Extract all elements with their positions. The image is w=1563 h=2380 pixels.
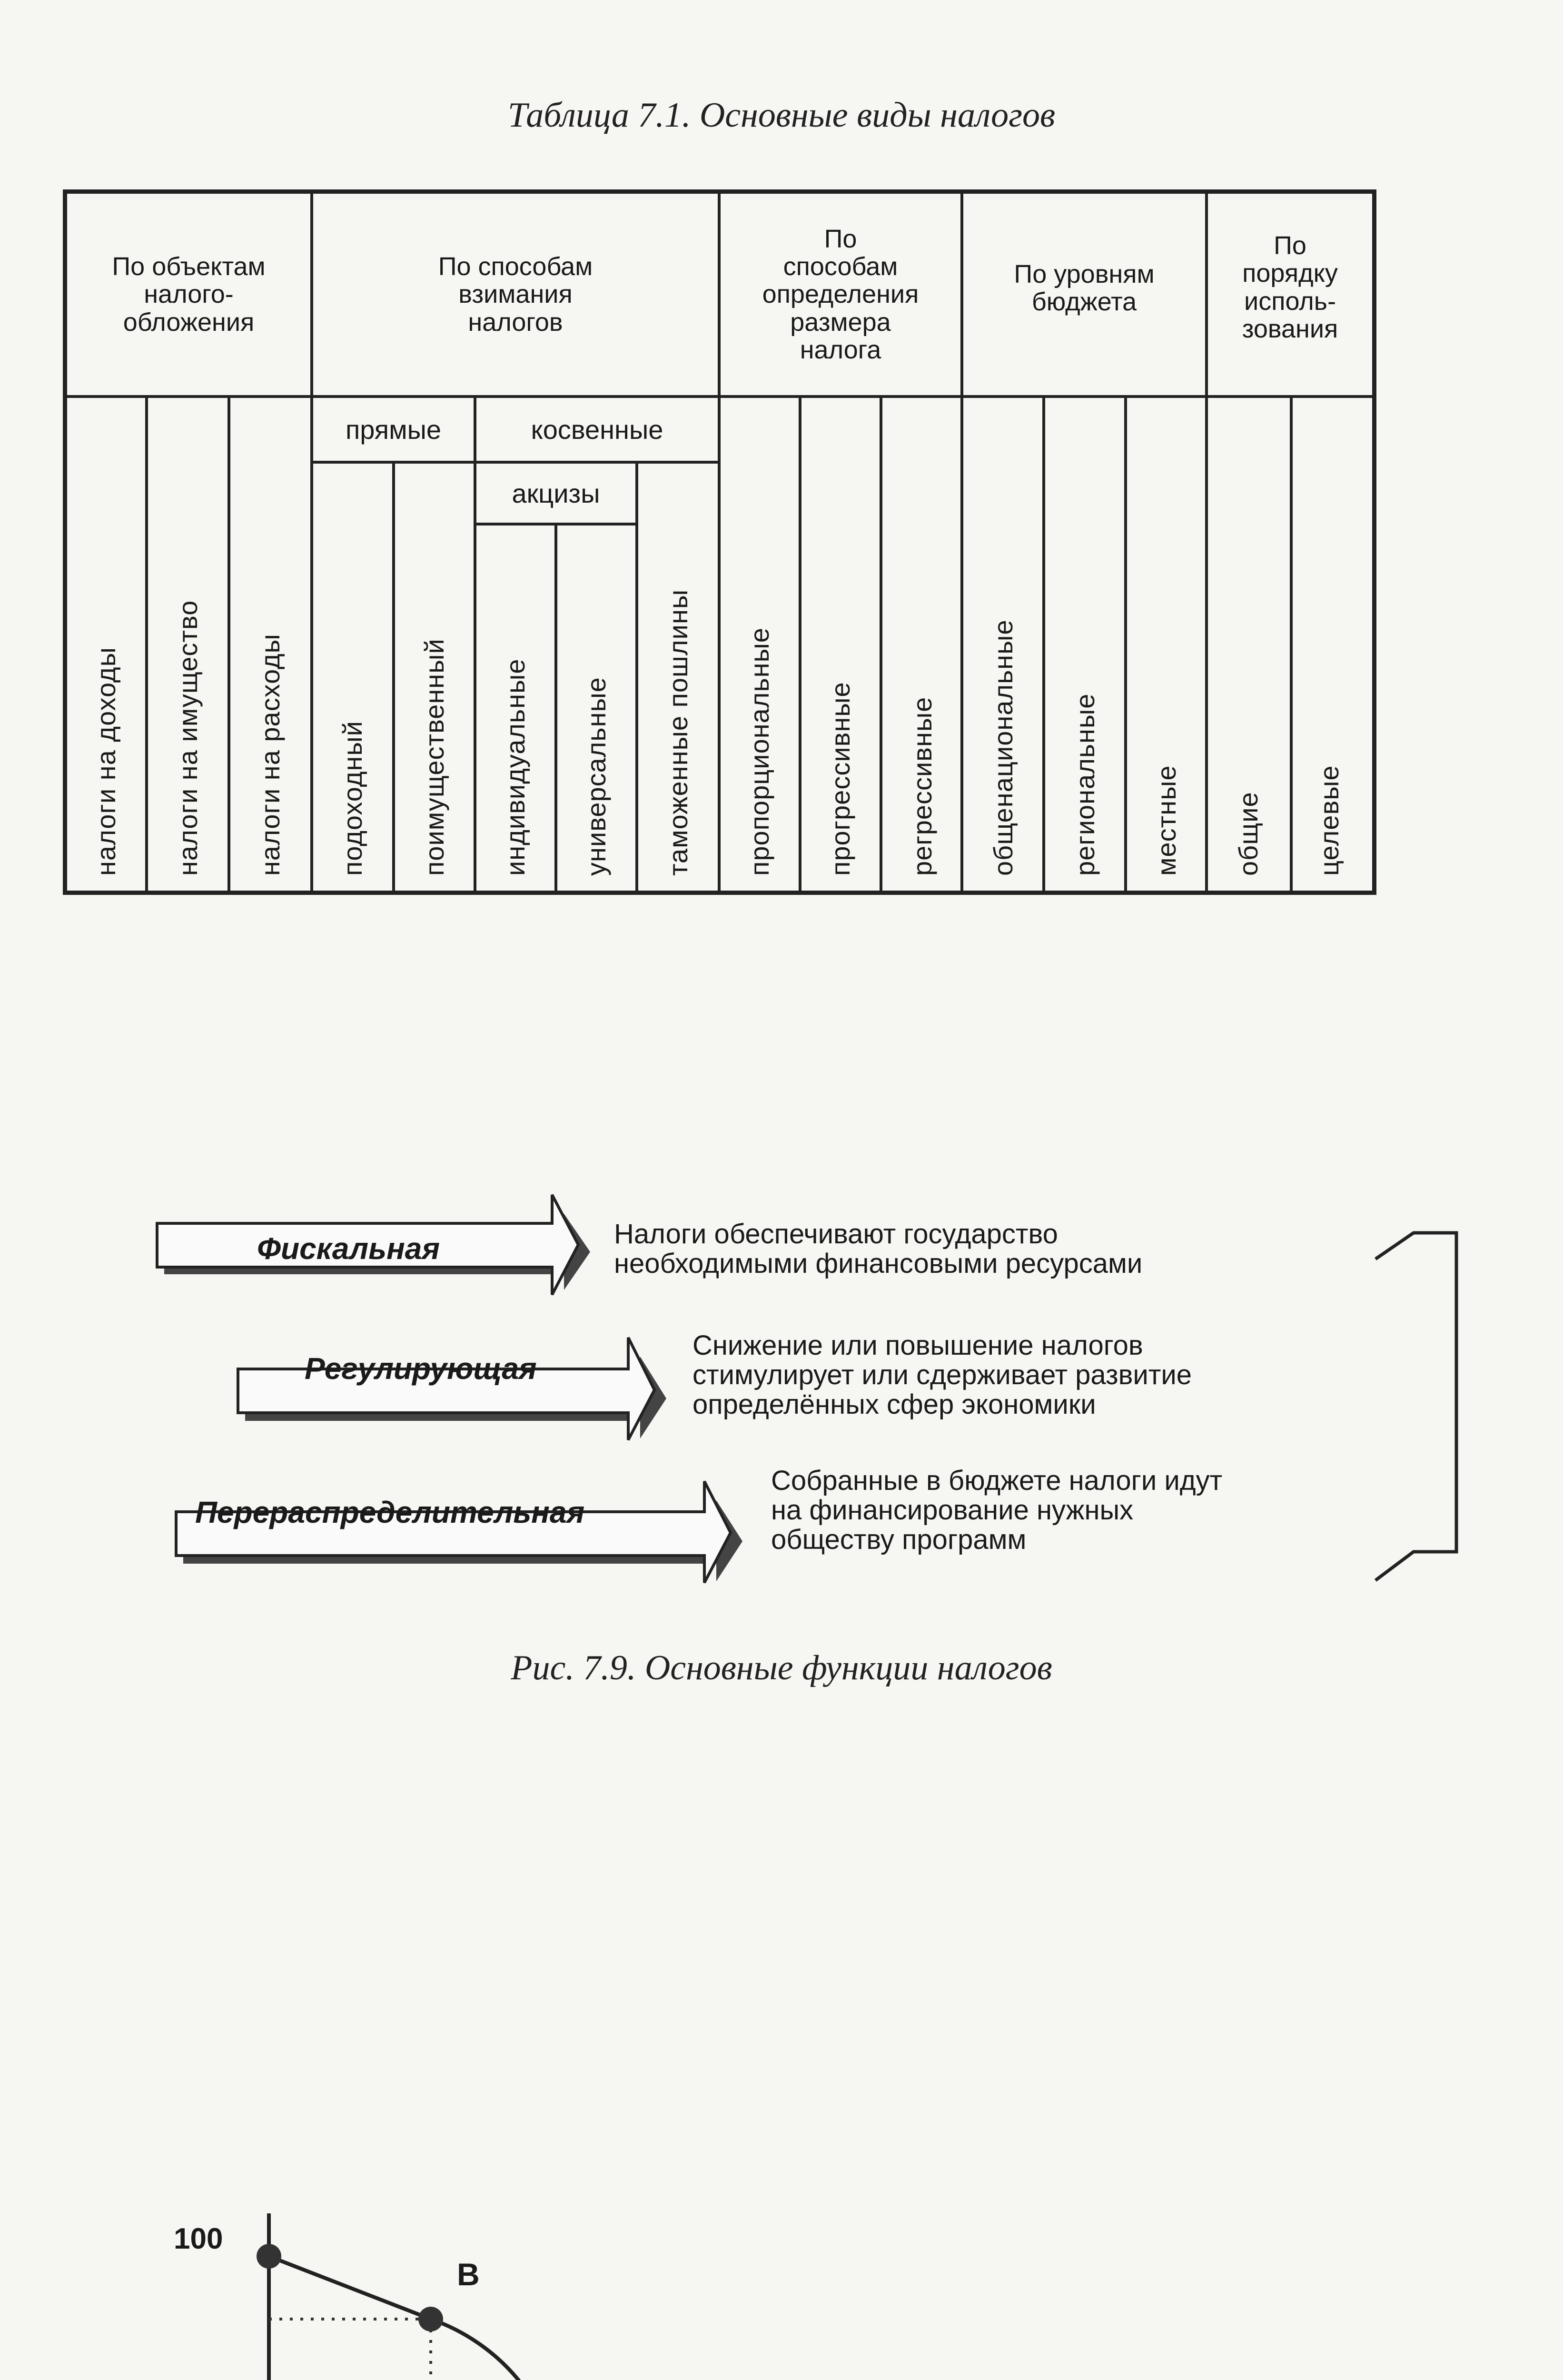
column-label: местные	[1151, 765, 1181, 876]
point-b-label: В	[457, 2257, 480, 2292]
table-divider	[880, 395, 882, 895]
table-divider	[1124, 395, 1127, 895]
column-label: региональные	[1070, 693, 1100, 876]
column-label: поимущественный	[419, 638, 449, 876]
function-label-regulating: Регулирующая	[305, 1351, 537, 1386]
column-label: целевые	[1314, 765, 1344, 876]
subheader-excise: акцизы	[512, 478, 600, 508]
table-divider	[228, 395, 230, 895]
table-divider	[635, 461, 638, 895]
function-label-fiscal: Фискальная	[257, 1231, 440, 1266]
column-label: прогрессивные	[825, 682, 855, 876]
table-divider	[145, 395, 148, 895]
function-label-redistributive: Перераспределительная	[195, 1495, 585, 1529]
y-tick-100: 100	[174, 2222, 223, 2255]
header-budget: По уровням бюджета	[1014, 260, 1155, 317]
function-text-fiscal: Налоги обеспечивают государство необходимыми финансовыми ресурсами	[614, 1219, 1143, 1279]
point-top	[257, 2244, 281, 2269]
table-divider	[554, 523, 557, 895]
laffer-chart	[0, 2190, 1563, 2380]
column-label: подоходный	[337, 721, 367, 876]
table-divider	[1042, 395, 1045, 895]
column-label: налоги на расходы	[255, 634, 285, 876]
column-label: регрессивные	[907, 696, 937, 876]
subheader-indirect: косвенные	[531, 414, 663, 445]
table-divider	[392, 461, 395, 895]
column-label: индивидуальные	[500, 658, 530, 876]
point-b	[418, 2307, 443, 2331]
column-label: общие	[1233, 792, 1263, 876]
header-usage: По порядку исполь- зования	[1242, 231, 1338, 343]
table-divider	[799, 395, 801, 895]
column-label: универсальные	[581, 677, 611, 876]
column-label: налоги на имущество	[173, 600, 203, 876]
subheader-direct: прямые	[345, 414, 442, 445]
column-label: общенациональные	[988, 619, 1018, 876]
header-objects: По объектам налого- обложения	[112, 252, 266, 337]
header-size: По способам определения размера налога	[762, 224, 919, 364]
table-caption: Таблица 7.1. Основные виды налогов	[507, 96, 1056, 135]
functions-caption: Рис. 7.9. Основные функции налогов	[511, 1648, 1052, 1687]
table-divider	[1290, 395, 1293, 895]
function-text-regulating: Снижение или повышение налогов стимулирует или сдерживает развитие определённых сфер экономики	[692, 1330, 1192, 1420]
column-label: налоги на доходы	[91, 647, 121, 876]
header-methods: По способам взимания налогов	[438, 252, 593, 337]
function-text-redistributive: Собранные в бюджете налоги идут на финансирование нужных обществу программ	[771, 1465, 1223, 1556]
bracket	[1375, 1233, 1456, 1580]
column-label: пропорциональные	[744, 627, 774, 876]
column-label: таможенные пошлины	[663, 589, 693, 876]
